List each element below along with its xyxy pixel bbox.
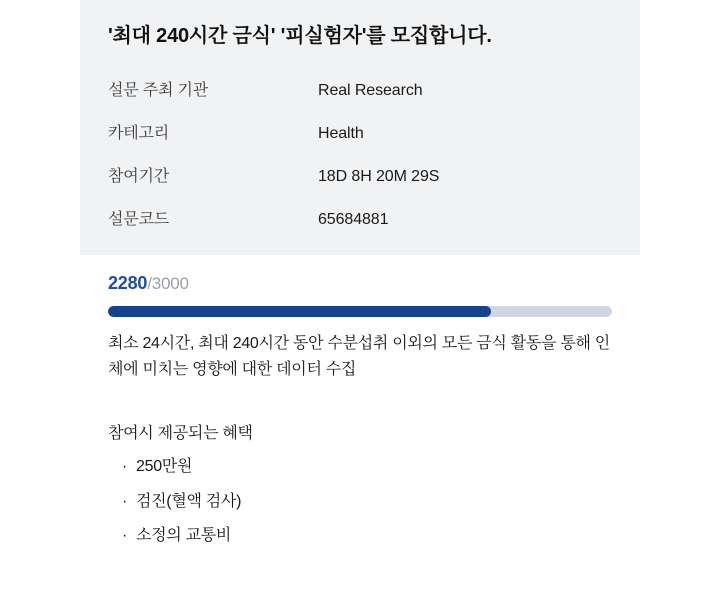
survey-benefits xyxy=(80,384,640,547)
benefit-label: 소정의 교통비 xyxy=(136,527,232,545)
benefit-label: 검진(혈액 검사) xyxy=(136,492,242,510)
participation-progress xyxy=(80,255,640,317)
meta-value-duration: 18D 8H 20M 29S xyxy=(318,168,440,185)
list-item xyxy=(122,526,612,547)
meta-label-category: 카테고리 xyxy=(108,125,170,142)
meta-label-duration: 참여기간 xyxy=(108,168,170,185)
meta-row-organizer xyxy=(108,77,612,100)
page-title: '최대 240시간 금식' '피실험자'를 모집합니다. xyxy=(108,25,492,47)
bullet-icon: · xyxy=(122,527,128,545)
meta-row-survey-code xyxy=(108,206,612,229)
survey-description: 최소 24시간, 최대 240시간 동안 수분섭취 이외의 모든 금식 활동을 통해 인체에 미치는 영향에 대한 데이터 수집 xyxy=(108,335,610,379)
meta-row-duration xyxy=(108,163,612,186)
meta-value-organizer: Real Research xyxy=(318,82,423,99)
left-gutter xyxy=(0,0,80,612)
meta-label-survey-code: 설문코드 xyxy=(108,211,170,228)
survey-content xyxy=(80,0,640,612)
right-gutter xyxy=(640,0,720,612)
benefit-label: 250만원 xyxy=(136,457,193,475)
meta-row-category xyxy=(108,120,612,143)
progress-separator: / xyxy=(147,274,152,293)
list-item xyxy=(122,492,612,513)
progress-bar-fill xyxy=(108,306,491,317)
progress-total-count: 3000 xyxy=(151,274,189,293)
benefits-heading: 참여시 제공되는 혜택 xyxy=(108,424,253,442)
survey-info-card xyxy=(80,0,640,255)
bullet-icon: · xyxy=(122,457,128,475)
meta-label-organizer: 설문 주최 기관 xyxy=(108,82,209,99)
list-item xyxy=(122,457,612,478)
bullet-icon: · xyxy=(122,492,128,510)
meta-value-category: Health xyxy=(318,125,364,142)
progress-counts xyxy=(108,273,612,294)
progress-bar-track xyxy=(108,306,612,317)
progress-current-count: 2280 xyxy=(108,273,148,293)
meta-value-survey-code: 65684881 xyxy=(318,211,389,228)
